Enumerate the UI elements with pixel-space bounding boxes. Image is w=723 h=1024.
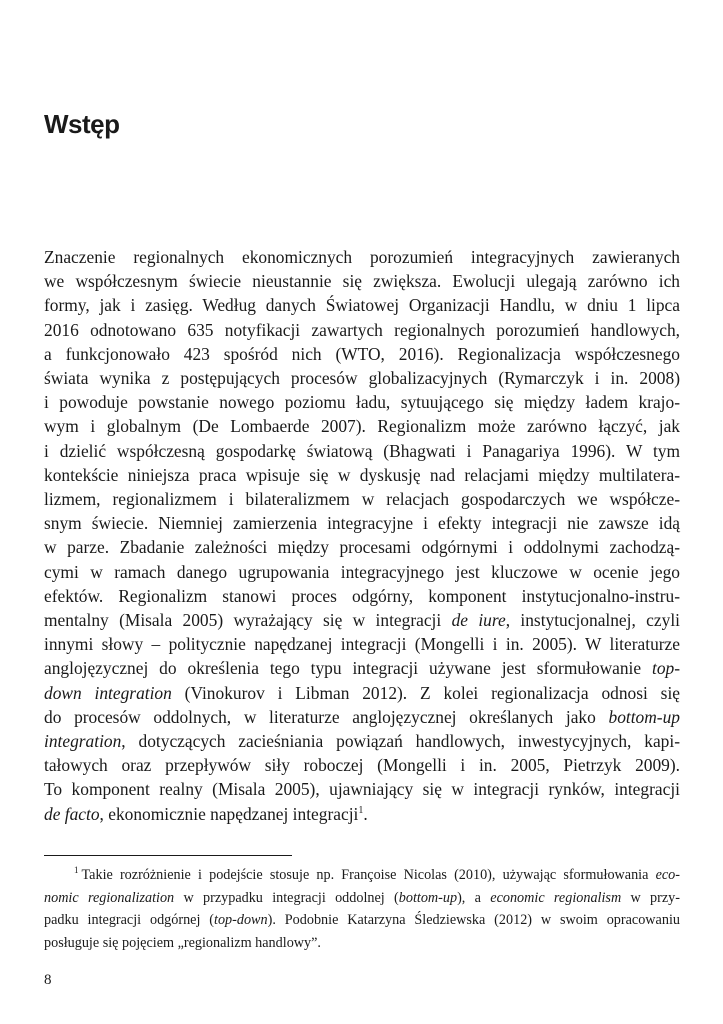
text-run: mentalny (Misala 2005) wyrażający się w integracji: [44, 610, 452, 631]
paragraph-line: [44, 681, 680, 705]
english-term: integration: [44, 731, 122, 752]
english-term: economic regionalism: [490, 889, 622, 906]
footnote-line: [44, 864, 680, 887]
footnote-separator: [44, 855, 292, 856]
paragraph-line: kontekście niniejsza praca wpisuje się w dyskusję nad relacjami między multilatera-: [44, 464, 680, 485]
english-term: top-: [651, 658, 680, 679]
paragraph-line: cymi w ramach danego ugrupowania integracyjnego jest kluczowe w ocenie jego: [44, 561, 680, 582]
text-run: , dotyczących zacieśniania powiązań handlowych, inwestycyjnych, kapi-: [121, 731, 680, 752]
text-run: do procesów oddolnych, w literaturze anglojęzycznej określanych jako: [44, 706, 609, 727]
english-term: nomic regionalization: [44, 889, 175, 906]
text-run: w przy-: [621, 889, 680, 906]
paragraph-line: To komponent realny (Misala 2005), ujawniający się w integracji rynków, integracji: [44, 779, 680, 800]
latin-term: de facto: [44, 803, 100, 824]
english-term: down integration: [44, 682, 172, 703]
text-run: , instytucjonalnej, czyli: [505, 610, 680, 631]
latin-term: de iure: [451, 610, 506, 631]
footnote-line: posługuje się pojęciem „regionalizm handlowy”.: [44, 934, 321, 951]
footnote-reference[interactable]: 1: [358, 804, 364, 816]
main-paragraph: [44, 245, 680, 826]
paragraph-line: świata wynika z postępujących procesów globalizacyjnych (Rymarczyk i in. 2008): [44, 368, 680, 389]
paragraph-line: de facto, ekonomicznie napędzanej integracji$^1$.: [44, 803, 368, 824]
text-run: Takie rozróżnienie i podejście stosuje np. Françoise Nicolas (2010), używając sformułowania: [81, 867, 656, 883]
footnote: [44, 864, 680, 954]
text-run: ), a: [457, 889, 491, 906]
text-run: ). Podobnie Katarzyna Śledziewska (2012) w swoim opracowaniu: [267, 912, 680, 929]
paragraph-line: formy, jak i zasięg. Według danych Światowej Organizacji Handlu, w dniu 1 lipca: [44, 295, 680, 316]
english-term: top-down: [214, 912, 268, 929]
footnote-line: [44, 887, 680, 910]
english-term: bottom-up: [608, 706, 680, 727]
paragraph-line: i powoduje powstanie nowego poziomu ładu, sytuującego się między ładem krajo-: [44, 392, 680, 413]
paragraph-line: efektów. Regionalizm stanowi proces odgórny, komponent instytucjonalno-instru-: [44, 585, 680, 606]
paragraph-line: [44, 705, 680, 729]
paragraph-line: wym i globalnym (De Lombaerde 2007). Regionalizm może zarówno łączyć, jak: [44, 416, 680, 437]
paragraph-line: lizmem, regionalizmem i bilateralizmem w relacjach gospodarczych we współcze-: [44, 489, 680, 510]
page-number: 8: [44, 972, 52, 988]
section-heading: Wstęp: [44, 109, 120, 139]
text-run: anglojęzycznej do określenia tego typu integracji używane jest sformułowanie: [44, 658, 652, 679]
english-term: eco-: [655, 867, 680, 883]
paragraph-line: Znaczenie regionalnych ekonomicznych porozumień integracyjnych zawieranych: [44, 247, 680, 267]
text-run: padku integracji odgórnej (: [44, 912, 215, 929]
paragraph-line: a funkcjonowało 423 spośród nich (WTO, 2016). Regionalizacja współczesnego: [44, 343, 680, 364]
text-run: w przypadku integracji oddolnej (: [174, 889, 399, 906]
text-run: , ekonomicznie napędzanej integracji: [99, 803, 359, 824]
text-run: (Vinokurov i Libman 2012). Z kolei regionalizacja odnosi się: [171, 682, 680, 703]
english-term: bottom-up: [398, 889, 458, 906]
footnote-line: [44, 909, 680, 932]
paragraph-line: [44, 608, 680, 632]
paragraph-line: w parze. Zbadanie zależności między procesami odgórnymi i oddolnymi zachodzą-: [44, 537, 680, 558]
paragraph-line: snym świecie. Niemniej zamierzenia integracyjne i efekty integracji nie zawsze idą: [44, 513, 680, 534]
paragraph-line: tałowych oraz przepływów siły roboczej (Mongelli i in. 2005, Pietrzyk 2009).: [44, 755, 680, 776]
paragraph-line: i dzielić współczesną gospodarkę światową (Bhagwati i Panagariya 1996). W tym: [44, 440, 680, 461]
paragraph-line: innymi słowy – politycznie napędzanej integracji (Mongelli i in. 2005). W literaturze: [44, 634, 680, 655]
paragraph-line: we współczesnym świecie nieustannie się zwiększa. Ewolucji ulegają zarówno ich: [44, 271, 680, 292]
paragraph-line: [44, 656, 680, 680]
footnote-mark: 1: [74, 865, 79, 876]
paragraph-line: [44, 729, 680, 753]
paragraph-line: 2016 odnotowano 635 notyfikacji zawartych regionalnych porozumień handlowych,: [44, 319, 680, 340]
